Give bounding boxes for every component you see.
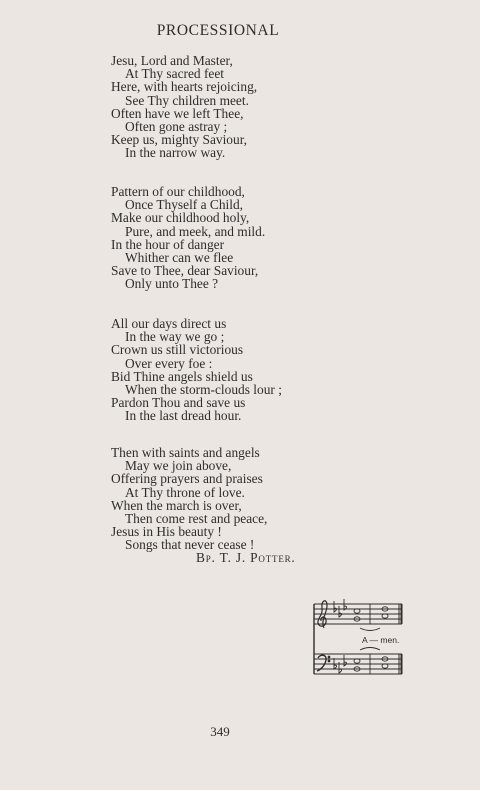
verse-line: Songs that never cease ! (125, 537, 255, 553)
author-attribution (196, 550, 296, 566)
amen-text: A — men. (362, 635, 400, 645)
verse-line: Crown us still victorious (111, 342, 244, 358)
verse-line: Then with saints and angels (111, 445, 260, 460)
verse-line: See Thy children meet. (125, 92, 249, 108)
verse-line: At Thy sacred feet (125, 66, 225, 82)
verse-line: Save to Thee, dear Saviour, (111, 263, 259, 279)
verse-line: Often have we left Thee, (111, 105, 244, 121)
verse-line: Whither can we flee (125, 250, 234, 266)
verse-line: Once Thyself a Child, (125, 197, 244, 213)
verse-line: Here, with hearts rejoicing, (111, 79, 258, 95)
verse-line: May we join above, (125, 458, 232, 474)
verse-line: Only unto Thee ? (125, 276, 219, 292)
verse-line: When the storm-clouds lour ; (125, 382, 282, 398)
verse-line: Keep us, mighty Saviour, (111, 132, 247, 148)
verse-line: Then come rest and peace, (125, 511, 268, 527)
verse-line: Pattern of our childhood, (111, 184, 245, 199)
verse-line: Over every foe : (125, 355, 213, 371)
hymn-title: PROCESSIONAL (156, 22, 280, 39)
stanza-3 (111, 317, 371, 423)
verse-line: Offering prayers and praises (111, 471, 263, 487)
verse-line: Jesus in His beauty ! (111, 524, 222, 540)
verse-line: At Thy throne of love. (125, 484, 245, 500)
amen-score-image (310, 598, 406, 684)
verse-line: Pardon Thou and save us (111, 395, 246, 411)
verse-line: Pure, and meek, and mild. (125, 223, 266, 239)
verse-line: In the narrow way. (125, 145, 226, 161)
verse-line: Bid Thine angels shield us (111, 368, 253, 384)
verse-line: All our days direct us (111, 316, 227, 331)
verse-line: In the way we go ; (125, 329, 225, 345)
stanza-4 (111, 446, 371, 552)
verse-line: Make our childhood holy, (111, 210, 250, 226)
amen-music-notation (310, 598, 406, 684)
verse-line: Often gone astray ; (125, 119, 228, 135)
stanza-2 (111, 185, 371, 291)
verse-line: In the hour of danger (111, 236, 225, 252)
author-text: Bp. T. J. Potter. (196, 550, 296, 565)
page-number: 349 (210, 724, 230, 739)
stanza-1 (111, 54, 371, 160)
verse-line: In the last dread hour. (125, 408, 242, 424)
verse-line: When the march is over, (111, 497, 242, 513)
verse-line: Jesu, Lord and Master, (111, 53, 233, 68)
